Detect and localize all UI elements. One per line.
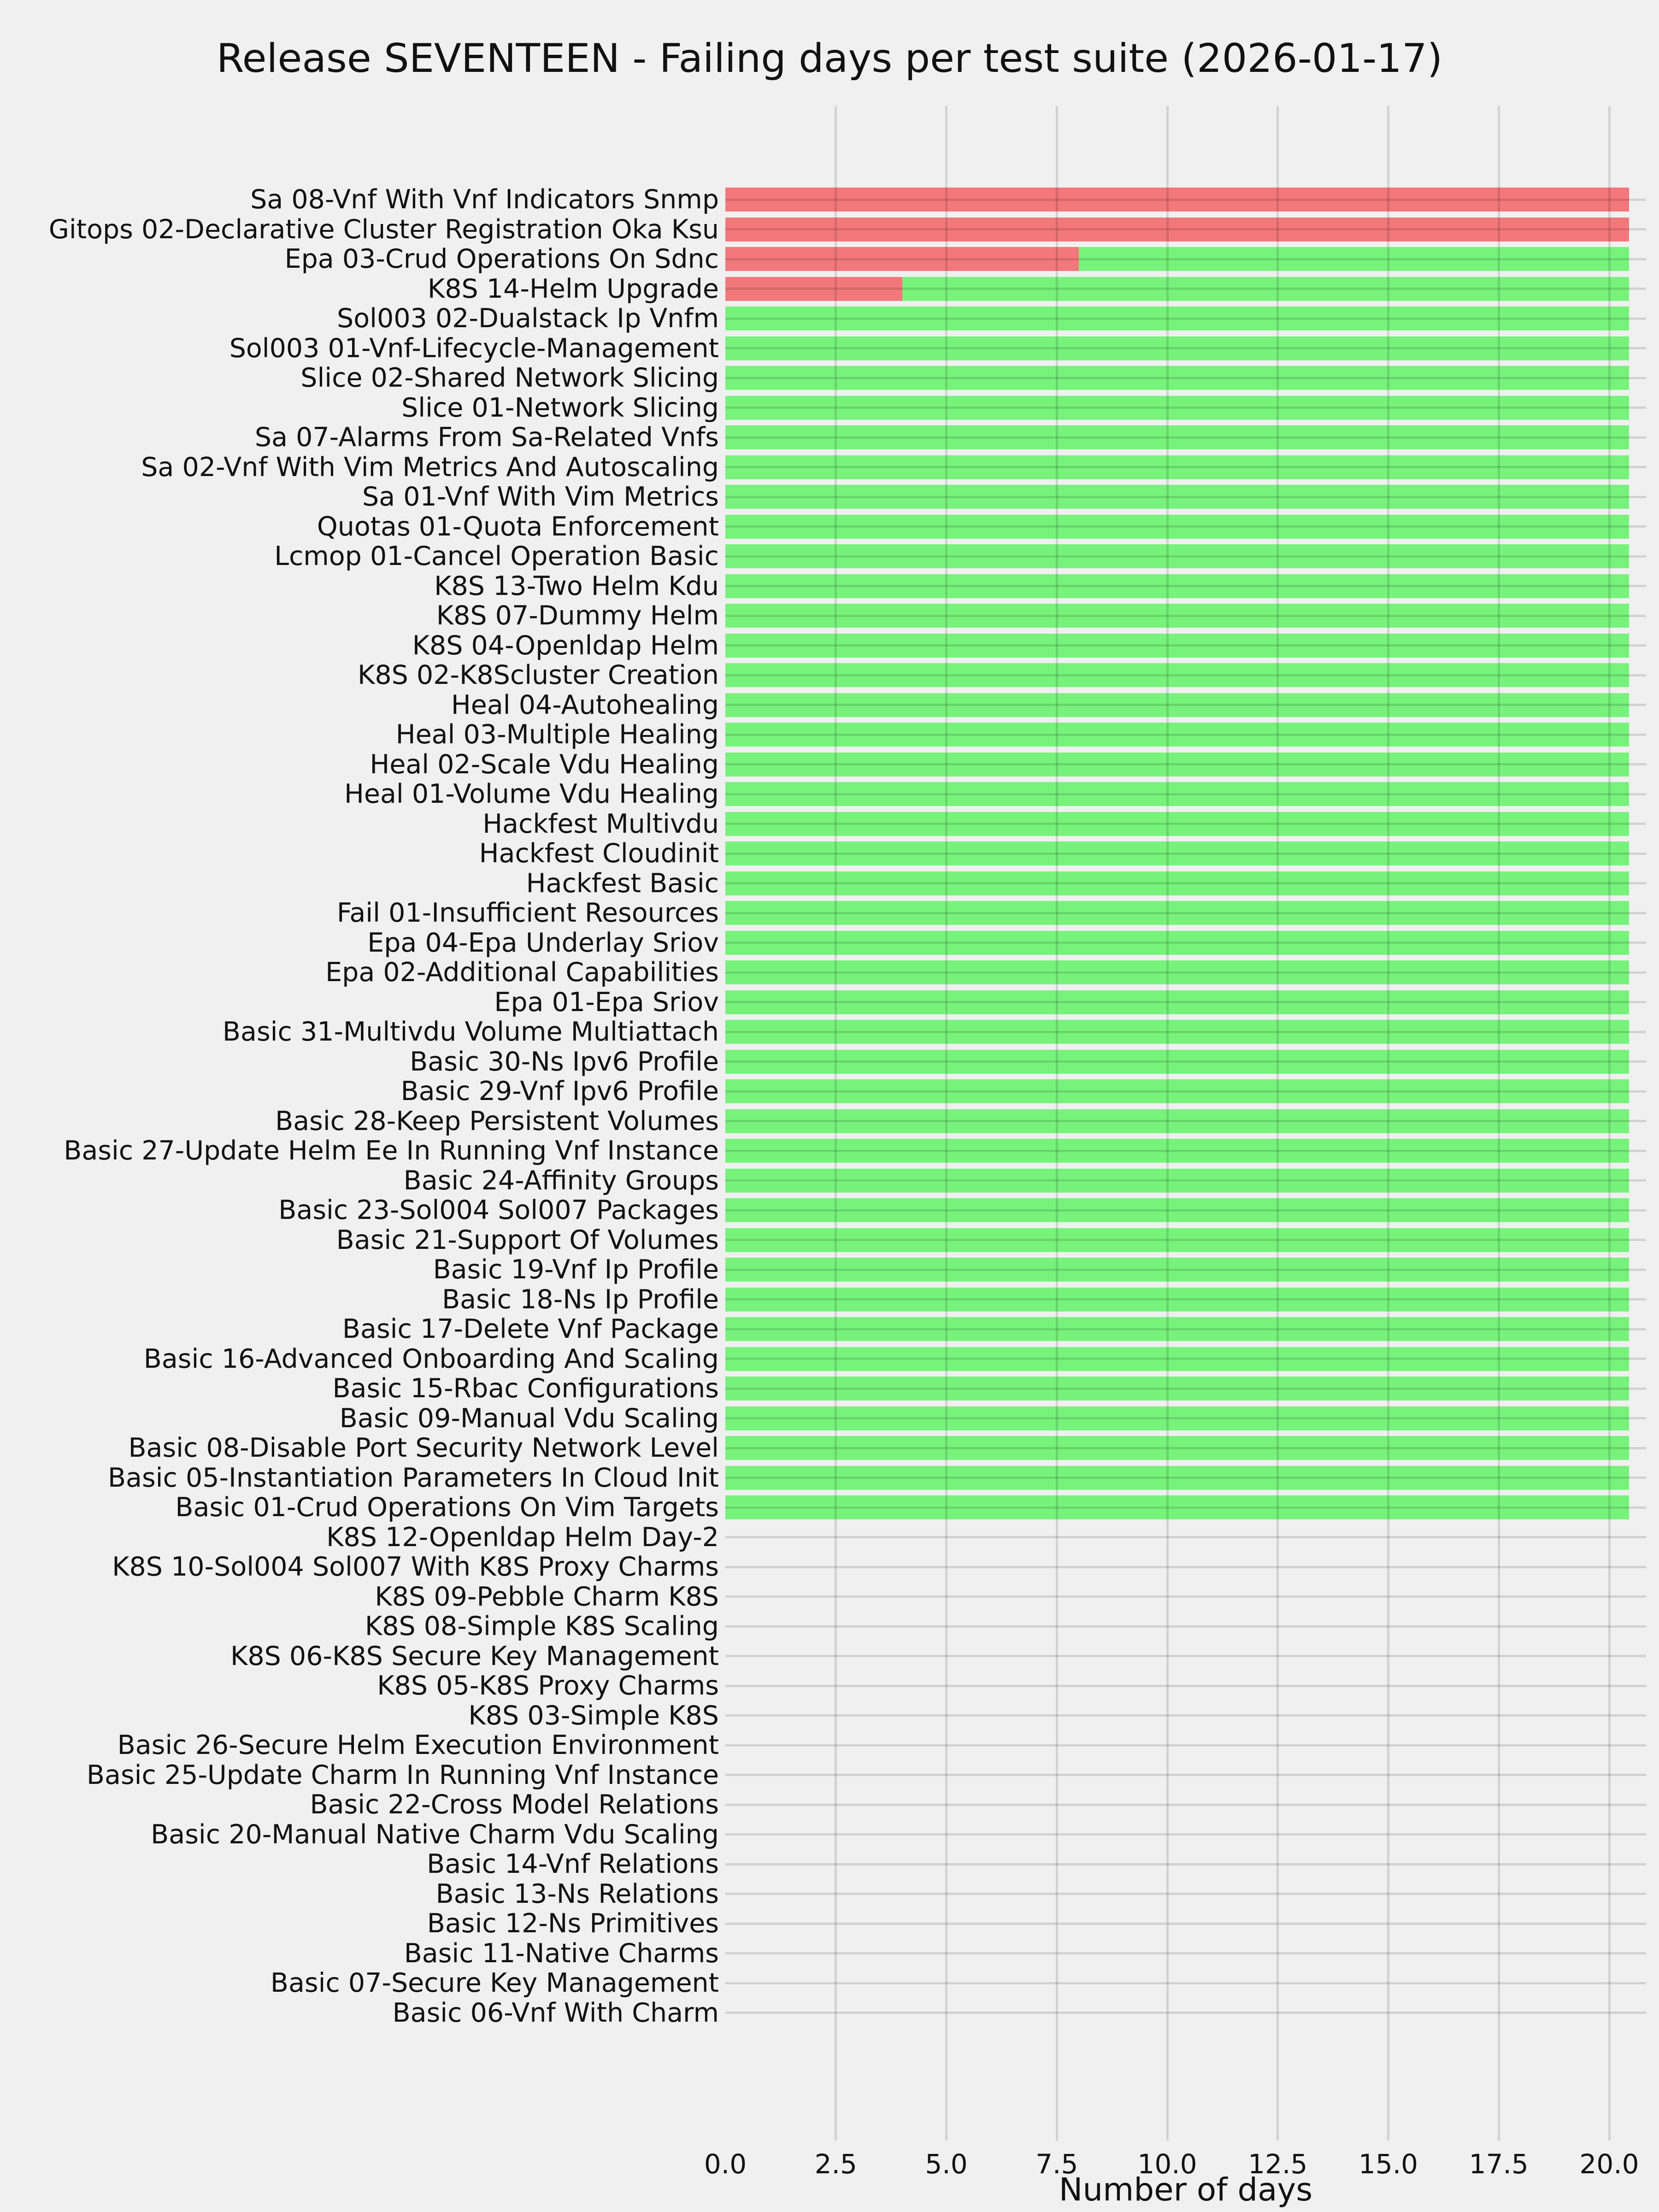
x-tick-label: 10.0: [1137, 2148, 1197, 2180]
gridline-horizontal: [725, 496, 1646, 498]
gridline-horizontal: [725, 1269, 1646, 1271]
y-tick-label: Basic 20-Manual Native Charm Vdu Scaling: [151, 1819, 719, 1850]
y-tick-label: Basic 05-Instantiation Parameters In Cloud Init: [107, 1462, 719, 1493]
gridline-horizontal: [725, 1893, 1646, 1895]
y-tick-label: Epa 02-Additional Capabilities: [325, 957, 719, 988]
y-tick-label: K8S 03-Simple K8S: [468, 1700, 719, 1731]
x-tick-label: 12.5: [1248, 2148, 1308, 2180]
gridline-vertical: [1166, 106, 1169, 2141]
gridline-horizontal: [725, 882, 1646, 884]
y-tick-label: Slice 02-Shared Network Slicing: [300, 363, 719, 393]
y-tick-label: K8S 05-K8S Proxy Charms: [377, 1671, 719, 1701]
y-tick-label: K8S 14-Helm Upgrade: [427, 273, 719, 304]
y-tick-label: Basic 13-Ns Relations: [435, 1878, 719, 1909]
gridline-vertical: [945, 106, 947, 2141]
y-tick-label: Sa 07-Alarms From Sa-Related Vnfs: [254, 422, 719, 453]
plot-area: [725, 106, 1646, 2141]
gridline-horizontal: [725, 1536, 1646, 1538]
gridline-horizontal: [725, 525, 1646, 528]
gridline-vertical: [1277, 106, 1279, 2141]
y-tick-label: Basic 06-Vnf With Charm: [392, 1997, 719, 2028]
y-tick-label: Epa 03-Crud Operations On Sdnc: [284, 244, 719, 274]
y-tick-label: Basic 22-Cross Model Relations: [310, 1789, 719, 1820]
gridline-horizontal: [725, 1804, 1646, 1806]
y-tick-label: K8S 09-Pebble Charm K8S: [375, 1581, 719, 1612]
y-tick-label: Basic 11-Native Charms: [404, 1938, 719, 1969]
gridline-horizontal: [725, 912, 1646, 914]
x-tick-label: 0.0: [704, 2148, 747, 2180]
y-tick-label: K8S 06-K8S Secure Key Management: [230, 1641, 719, 1671]
y-tick-label: Basic 30-Ns Ipv6 Profile: [410, 1046, 719, 1077]
gridline-horizontal: [725, 1595, 1646, 1598]
gridline-horizontal: [725, 1239, 1646, 1241]
gridline-horizontal: [725, 1001, 1646, 1003]
x-tick-label: 20.0: [1579, 2148, 1639, 2180]
gridline-horizontal: [725, 1714, 1646, 1717]
y-tick-label: Basic 26-Secure Helm Execution Environment: [117, 1730, 719, 1760]
y-tick-label: Hackfest Multivdu: [482, 808, 719, 839]
gridline-horizontal: [725, 674, 1646, 677]
gridline-horizontal: [725, 1566, 1646, 1568]
gridline-horizontal: [725, 853, 1646, 855]
y-tick-label: Quotas 01-Quota Enforcement: [317, 511, 719, 542]
gridline-horizontal: [725, 1447, 1646, 1449]
x-tick-label: 2.5: [814, 2148, 857, 2180]
gridline-horizontal: [725, 199, 1646, 201]
gridline-horizontal: [725, 1506, 1646, 1509]
y-tick-label: Sa 08-Vnf With Vnf Indicators Snmp: [250, 184, 719, 215]
gridline-horizontal: [725, 1120, 1646, 1122]
gridline-horizontal: [725, 1863, 1646, 1865]
y-tick-label: Basic 25-Update Charm In Running Vnf Instance: [86, 1759, 719, 1790]
y-tick-label: Basic 08-Disable Port Security Network Level: [128, 1433, 719, 1463]
gridline-horizontal: [725, 1298, 1646, 1300]
gridline-horizontal: [725, 823, 1646, 825]
y-tick-label: Basic 29-Vnf Ipv6 Profile: [400, 1076, 719, 1106]
chart-title: Release SEVENTEEN - Failing days per test suite (2026-01-17): [216, 35, 1443, 82]
y-tick-label: Heal 01-Volume Vdu Healing: [344, 779, 719, 809]
gridline-horizontal: [725, 941, 1646, 944]
y-tick-label: K8S 07-Dummy Helm: [436, 600, 719, 631]
gridline-horizontal: [725, 1209, 1646, 1212]
gridline-horizontal: [725, 1090, 1646, 1093]
gridline-horizontal: [725, 288, 1646, 290]
y-tick-label: Hackfest Cloudinit: [479, 838, 719, 869]
y-tick-label: K8S 02-K8Scluster Creation: [357, 660, 719, 690]
y-tick-label: K8S 04-Openldap Helm: [412, 630, 719, 661]
gridline-horizontal: [725, 555, 1646, 558]
gridline-horizontal: [725, 1744, 1646, 1747]
gridline-horizontal: [725, 1625, 1646, 1628]
gridline-horizontal: [725, 258, 1646, 260]
y-tick-label: Basic 18-Ns Ip Profile: [442, 1284, 719, 1315]
x-tick-label: 5.0: [925, 2148, 968, 2180]
gridline-horizontal: [725, 1982, 1646, 1984]
gridline-horizontal: [725, 436, 1646, 439]
gridline-horizontal: [725, 377, 1646, 379]
y-tick-label: Hackfest Basic: [526, 868, 719, 899]
x-tick-label: 15.0: [1358, 2148, 1418, 2180]
gridline-horizontal: [725, 1150, 1646, 1152]
gridline-horizontal: [725, 2012, 1646, 2014]
y-tick-label: Basic 21-Support Of Volumes: [336, 1224, 719, 1255]
gridline-vertical: [835, 106, 837, 2141]
gridline-horizontal: [725, 347, 1646, 349]
gridline-vertical: [1608, 106, 1611, 2141]
gridline-horizontal: [725, 466, 1646, 468]
gridline-horizontal: [725, 1923, 1646, 1925]
y-tick-label: K8S 10-Sol004 Sol007 With K8S Proxy Charms: [112, 1552, 719, 1582]
gridline-horizontal: [725, 585, 1646, 587]
y-tick-label: Basic 23-Sol004 Sol007 Packages: [278, 1195, 719, 1225]
x-tick-label: 17.5: [1469, 2148, 1529, 2180]
gridline-horizontal: [725, 615, 1646, 617]
gridline-horizontal: [725, 1774, 1646, 1776]
gridline-horizontal: [725, 1952, 1646, 1954]
y-tick-label: Basic 15-Rbac Configurations: [332, 1373, 719, 1404]
gridline-horizontal: [725, 1358, 1646, 1360]
y-tick-label: Gitops 02-Declarative Cluster Registration Oka Ksu: [48, 214, 719, 245]
gridline-horizontal: [725, 793, 1646, 795]
gridline-horizontal: [725, 1388, 1646, 1390]
gridline-horizontal: [725, 763, 1646, 765]
gridline-vertical: [1387, 106, 1389, 2141]
y-tick-label: Heal 02-Scale Vdu Healing: [370, 749, 719, 780]
gridline-horizontal: [725, 644, 1646, 647]
y-tick-label: Sol003 02-Dualstack Ip Vnfm: [337, 303, 719, 334]
y-tick-label: Heal 04-Autohealing: [451, 689, 719, 720]
y-tick-label: Basic 27-Update Helm Ee In Running Vnf Instance: [64, 1135, 719, 1166]
y-tick-label: Basic 09-Manual Vdu Scaling: [339, 1403, 719, 1434]
y-tick-label: Basic 17-Delete Vnf Package: [342, 1314, 719, 1344]
gridline-horizontal: [725, 971, 1646, 974]
y-tick-label: Basic 24-Affinity Groups: [403, 1165, 719, 1196]
gridline-horizontal: [725, 1685, 1646, 1687]
gridline-horizontal: [725, 704, 1646, 706]
y-tick-label: Basic 14-Vnf Relations: [427, 1849, 719, 1879]
gridline-horizontal: [725, 1179, 1646, 1182]
gridline-horizontal: [725, 1031, 1646, 1033]
y-tick-label: Heal 03-Multiple Healing: [395, 719, 719, 750]
y-tick-label: K8S 12-Openldap Helm Day-2: [326, 1522, 719, 1553]
gridline-horizontal: [725, 1833, 1646, 1835]
y-tick-label: Lcmop 01-Cancel Operation Basic: [274, 541, 719, 571]
y-tick-label: Basic 31-Multivdu Volume Multiattach: [222, 1017, 719, 1047]
gridline-horizontal: [725, 1417, 1646, 1419]
y-tick-label: Basic 28-Keep Persistent Volumes: [275, 1106, 719, 1136]
gridline-horizontal: [725, 1060, 1646, 1063]
y-tick-label: Sol003 01-Vnf-Lifecycle-Management: [229, 333, 719, 364]
y-tick-label: Basic 19-Vnf Ip Profile: [433, 1254, 719, 1285]
y-tick-label: Sa 01-Vnf With Vim Metrics: [362, 482, 719, 512]
gridline-horizontal: [725, 1655, 1646, 1657]
y-tick-label: Basic 12-Ns Primitives: [427, 1908, 719, 1939]
y-tick-label: Fail 01-Insufficient Resources: [336, 898, 719, 928]
x-tick-label: 7.5: [1035, 2148, 1078, 2180]
y-tick-label: Basic 01-Crud Operations On Vim Targets: [175, 1492, 719, 1523]
x-axis-label: Number of days: [1059, 2171, 1313, 2208]
y-tick-label: Basic 16-Advanced Onboarding And Scaling: [143, 1343, 719, 1374]
y-tick-label: Epa 04-Epa Underlay Sriov: [367, 927, 719, 958]
gridline-vertical: [1498, 106, 1500, 2141]
y-tick-label: Sa 02-Vnf With Vim Metrics And Autoscaling: [141, 452, 719, 482]
y-tick-label: K8S 08-Simple K8S Scaling: [365, 1611, 719, 1641]
y-tick-label: Slice 01-Network Slicing: [401, 392, 719, 423]
gridline-horizontal: [725, 1477, 1646, 1479]
gridline-horizontal: [725, 1328, 1646, 1330]
y-tick-label: Basic 07-Secure Key Management: [270, 1968, 719, 1998]
y-tick-label: K8S 13-Two Helm Kdu: [434, 571, 719, 601]
gridline-vertical: [1056, 106, 1058, 2141]
y-tick-label: Epa 01-Epa Sriov: [494, 987, 719, 1018]
gridline-horizontal: [725, 228, 1646, 230]
gridline-horizontal: [725, 406, 1646, 409]
gridline-horizontal: [725, 734, 1646, 736]
gridline-horizontal: [725, 318, 1646, 320]
